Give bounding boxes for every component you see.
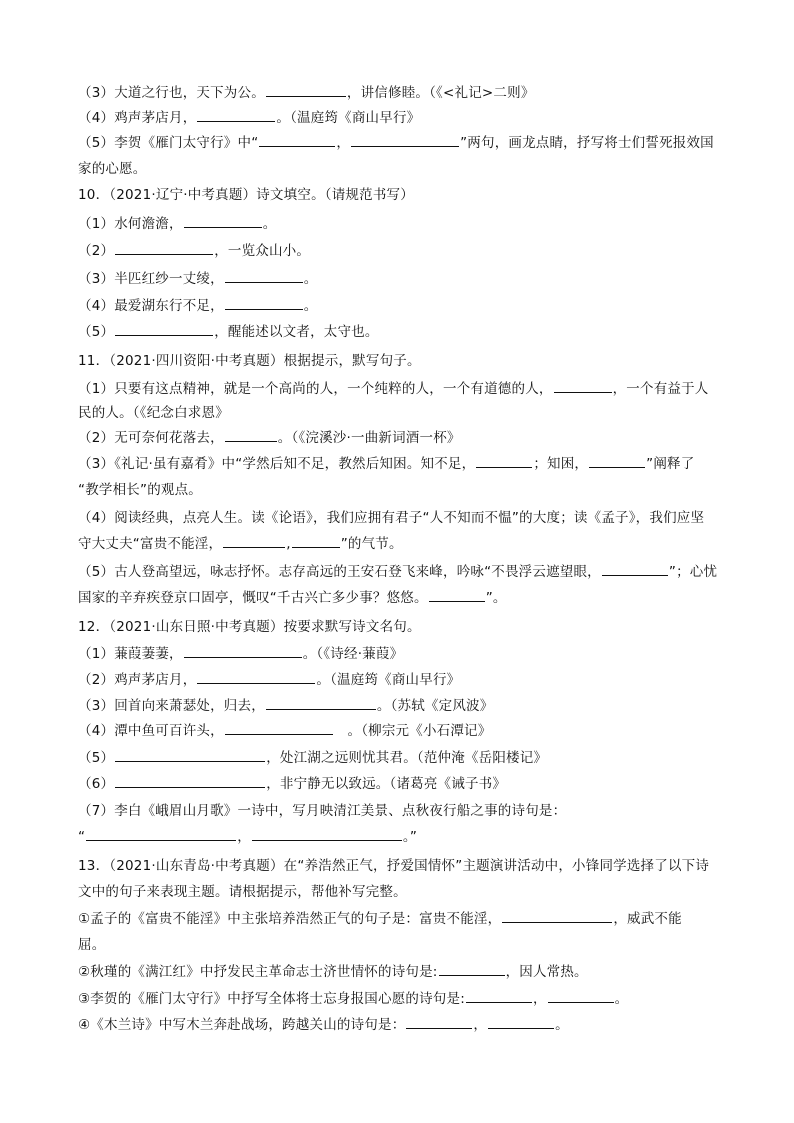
text-line [78, 749, 728, 767]
answer-blank[interactable] [115, 749, 265, 762]
answer-blank[interactable] [86, 828, 236, 841]
answer-blank[interactable] [225, 722, 333, 735]
line-text: , [286, 536, 291, 552]
text-line [78, 802, 728, 820]
line-text: （4）潭中鱼可百许头， [78, 723, 224, 739]
text-line [78, 857, 728, 875]
line-text: （3）《礼记·虽有嘉肴》中“学然后知不足，教然后知困。知不足， [78, 456, 476, 472]
line-text: 。” [402, 829, 418, 845]
line-text: 。 [262, 216, 277, 232]
answer-blank[interactable] [292, 535, 340, 548]
text-line [78, 535, 728, 553]
line-text: （4）鸡声茅店月， [78, 110, 197, 126]
line-text: （3）大道之行也，天下为公。 [78, 85, 265, 101]
text-line [78, 109, 728, 127]
text-line [78, 215, 728, 233]
line-text: ，处江湖之远则忧其君。（范仲淹《岳阳楼记》 [266, 750, 548, 766]
line-text: （7）李白《峨眉山月歌》一诗中，写月映清江美景、点秋夜行船之事的诗句是： [78, 803, 567, 819]
answer-blank[interactable] [115, 323, 213, 336]
line-text: ，一个有益于人 [612, 381, 709, 397]
text-line [78, 84, 728, 102]
text-line [78, 160, 728, 178]
answer-blank[interactable] [115, 242, 213, 255]
line-text: ，非宁静无以致远。（诸葛亮《诫子书》 [266, 776, 507, 792]
line-text: 。（苏轼《定风波》 [376, 698, 494, 714]
answer-blank[interactable] [223, 535, 285, 548]
line-text: （4）最爱湖东行不足， [78, 298, 224, 314]
text-line [78, 990, 728, 1008]
line-text: 民的人。（《纪念白求恩》 [78, 405, 229, 421]
answer-blank[interactable] [466, 990, 532, 1003]
line-text: （3）回首向来萧瑟处，归去， [78, 698, 265, 714]
text-line [78, 936, 728, 954]
line-text: “ [78, 829, 86, 845]
text-line [78, 297, 728, 315]
answer-blank[interactable] [502, 910, 612, 923]
line-text: ”的气节。 [340, 536, 403, 552]
text-line [78, 1016, 728, 1034]
line-text: 屈。 [78, 937, 106, 953]
line-text: （1）水何澹澹， [78, 216, 183, 232]
text-line [78, 722, 728, 740]
text-line [78, 270, 728, 288]
answer-blank[interactable] [225, 270, 303, 283]
line-text: 国家的辛弃疾登京口固亭，慨叹“千古兴亡多少事？悠悠。 [78, 590, 428, 606]
text-line [78, 589, 728, 607]
text-line [78, 697, 728, 715]
text-line [78, 828, 728, 846]
line-text: ，威武不能 [613, 911, 682, 927]
line-text: 家的心愿。 [78, 161, 147, 177]
answer-blank[interactable] [589, 455, 645, 468]
line-text: ”；心忧 [668, 564, 718, 580]
text-line [78, 323, 728, 341]
text-line [78, 671, 728, 689]
line-text: 12．（2021·山东日照·中考真题）按要求默写诗文名句。 [78, 619, 421, 635]
line-text: ④《木兰诗》中写木兰奔赴战场，跨越关山的诗句是： [78, 1017, 406, 1033]
text-line [78, 455, 728, 473]
line-text: 。 [614, 991, 629, 1007]
line-text: 。（柳宗元《小石潭记》 [333, 723, 492, 739]
text-line [78, 883, 728, 901]
answer-blank[interactable] [266, 84, 346, 97]
line-text: （2）鸡声茅店月， [78, 672, 197, 688]
answer-blank[interactable] [252, 828, 402, 841]
line-text: 11．（2021·四川资阳·中考真题）根据提示，默写句子。 [78, 353, 421, 369]
answer-blank[interactable] [351, 134, 459, 147]
line-text: 。 [555, 1017, 569, 1033]
line-text: 。（《浣溪沙·一曲新词酒一杯》 [277, 430, 461, 446]
answer-blank[interactable] [554, 380, 612, 393]
line-text: ”两句，画龙点睛，抒写将士们誓死报效国 [460, 135, 714, 151]
line-text: ；知困， [533, 456, 589, 472]
line-text: （2） [78, 243, 115, 259]
text-line [78, 910, 728, 928]
answer-blank[interactable] [259, 134, 335, 147]
line-text: ，一览众山小。 [214, 243, 311, 259]
text-line [78, 509, 728, 527]
line-text: ，醒能述以文者，太守也。 [214, 324, 379, 340]
answer-blank[interactable] [429, 589, 485, 602]
text-line [78, 352, 728, 370]
line-text: （4）阅读经典，点亮人生。读《论语》，我们应拥有君子“人不知而不愠”的大度；读《孟子》，我们应坚 [78, 510, 705, 526]
answer-blank[interactable] [225, 297, 303, 310]
line-text: 13．（2021·山东青岛·中考真题）在“养浩然正气，抒爱国情怀”主题演讲活动中，小锋同学选择了以下诗 [78, 858, 710, 874]
line-text: （6） [78, 776, 115, 792]
line-text: ， [532, 991, 547, 1007]
text-line [78, 963, 728, 981]
line-text: （5）李贺《雁门太守行》中“ [78, 135, 259, 151]
line-text: ”阐释了 [646, 456, 695, 472]
line-text: ，因人常热。 [505, 964, 588, 980]
line-text: ， [473, 1017, 488, 1033]
answer-blank[interactable] [225, 429, 277, 442]
line-text: （5）古人登高望远，咏志抒怀。志存高远的王安石登飞来峰，吟咏“不畏浮云遮望眼， [78, 564, 601, 580]
text-line [78, 618, 728, 636]
answer-blank[interactable] [602, 563, 668, 576]
answer-blank[interactable] [406, 1016, 472, 1029]
text-line [78, 134, 728, 152]
text-line [78, 775, 728, 793]
text-line [78, 380, 728, 398]
line-text: ”。 [485, 590, 507, 606]
line-text: 。（《诗经·蒹葭》 [302, 646, 404, 662]
line-text: 文中的句子来表现主题。请根据提示，帮他补写完整。 [78, 884, 407, 900]
line-text: 。（温庭筠《商山早行》 [276, 110, 421, 126]
line-text: （1）蒹葭萋萋， [78, 646, 183, 662]
line-text: ①孟子的《富贵不能淫》中主张培养浩然正气的句子是：富贵不能淫， [78, 911, 502, 927]
answer-blank[interactable] [488, 1016, 554, 1029]
answer-blank[interactable] [184, 215, 262, 228]
answer-blank[interactable] [197, 109, 275, 122]
text-line [78, 404, 728, 422]
line-text: 。 [303, 298, 318, 314]
answer-blank[interactable] [439, 963, 505, 976]
answer-blank[interactable] [548, 990, 614, 1003]
line-text: （2）无可奈何花落去， [78, 430, 224, 446]
line-text: ③李贺的《雁门太守行》中抒写全体将士忘身报国心愿的诗句是: [78, 991, 465, 1007]
line-text: 10．（2021·辽宁·中考真题）诗文填空。（请规范书写） [78, 187, 414, 203]
line-text: （3）半匹红纱一丈绫， [78, 271, 224, 287]
line-text: 守大丈夫“富贵不能淫， [78, 536, 223, 552]
text-line [78, 186, 728, 204]
answer-blank[interactable] [184, 645, 302, 658]
text-line [78, 563, 728, 581]
text-line [78, 481, 728, 499]
line-text: （5） [78, 750, 115, 766]
line-text: ， [237, 829, 251, 845]
line-text: 。 [303, 271, 318, 287]
answer-blank[interactable] [266, 697, 376, 710]
line-text: ②秋瑾的《满江红》中抒发民主革命志士济世情怀的诗句是: [78, 964, 438, 980]
answer-blank[interactable] [476, 455, 532, 468]
text-line [78, 645, 728, 663]
line-text: “教学相长”的观点。 [78, 482, 202, 498]
line-text: ， [336, 135, 351, 151]
line-text: （1）只要有这点精神，就是一个高尚的人，一个纯粹的人，一个有道德的人， [78, 381, 553, 397]
line-text: ，讲信修睦。（《<礼记>二则》 [346, 85, 535, 101]
line-text: 。（温庭筠《商山早行》 [316, 672, 461, 688]
answer-blank[interactable] [197, 671, 315, 684]
text-line [78, 242, 728, 260]
line-text: （5） [78, 324, 115, 340]
text-line [78, 429, 728, 447]
answer-blank[interactable] [115, 775, 265, 788]
